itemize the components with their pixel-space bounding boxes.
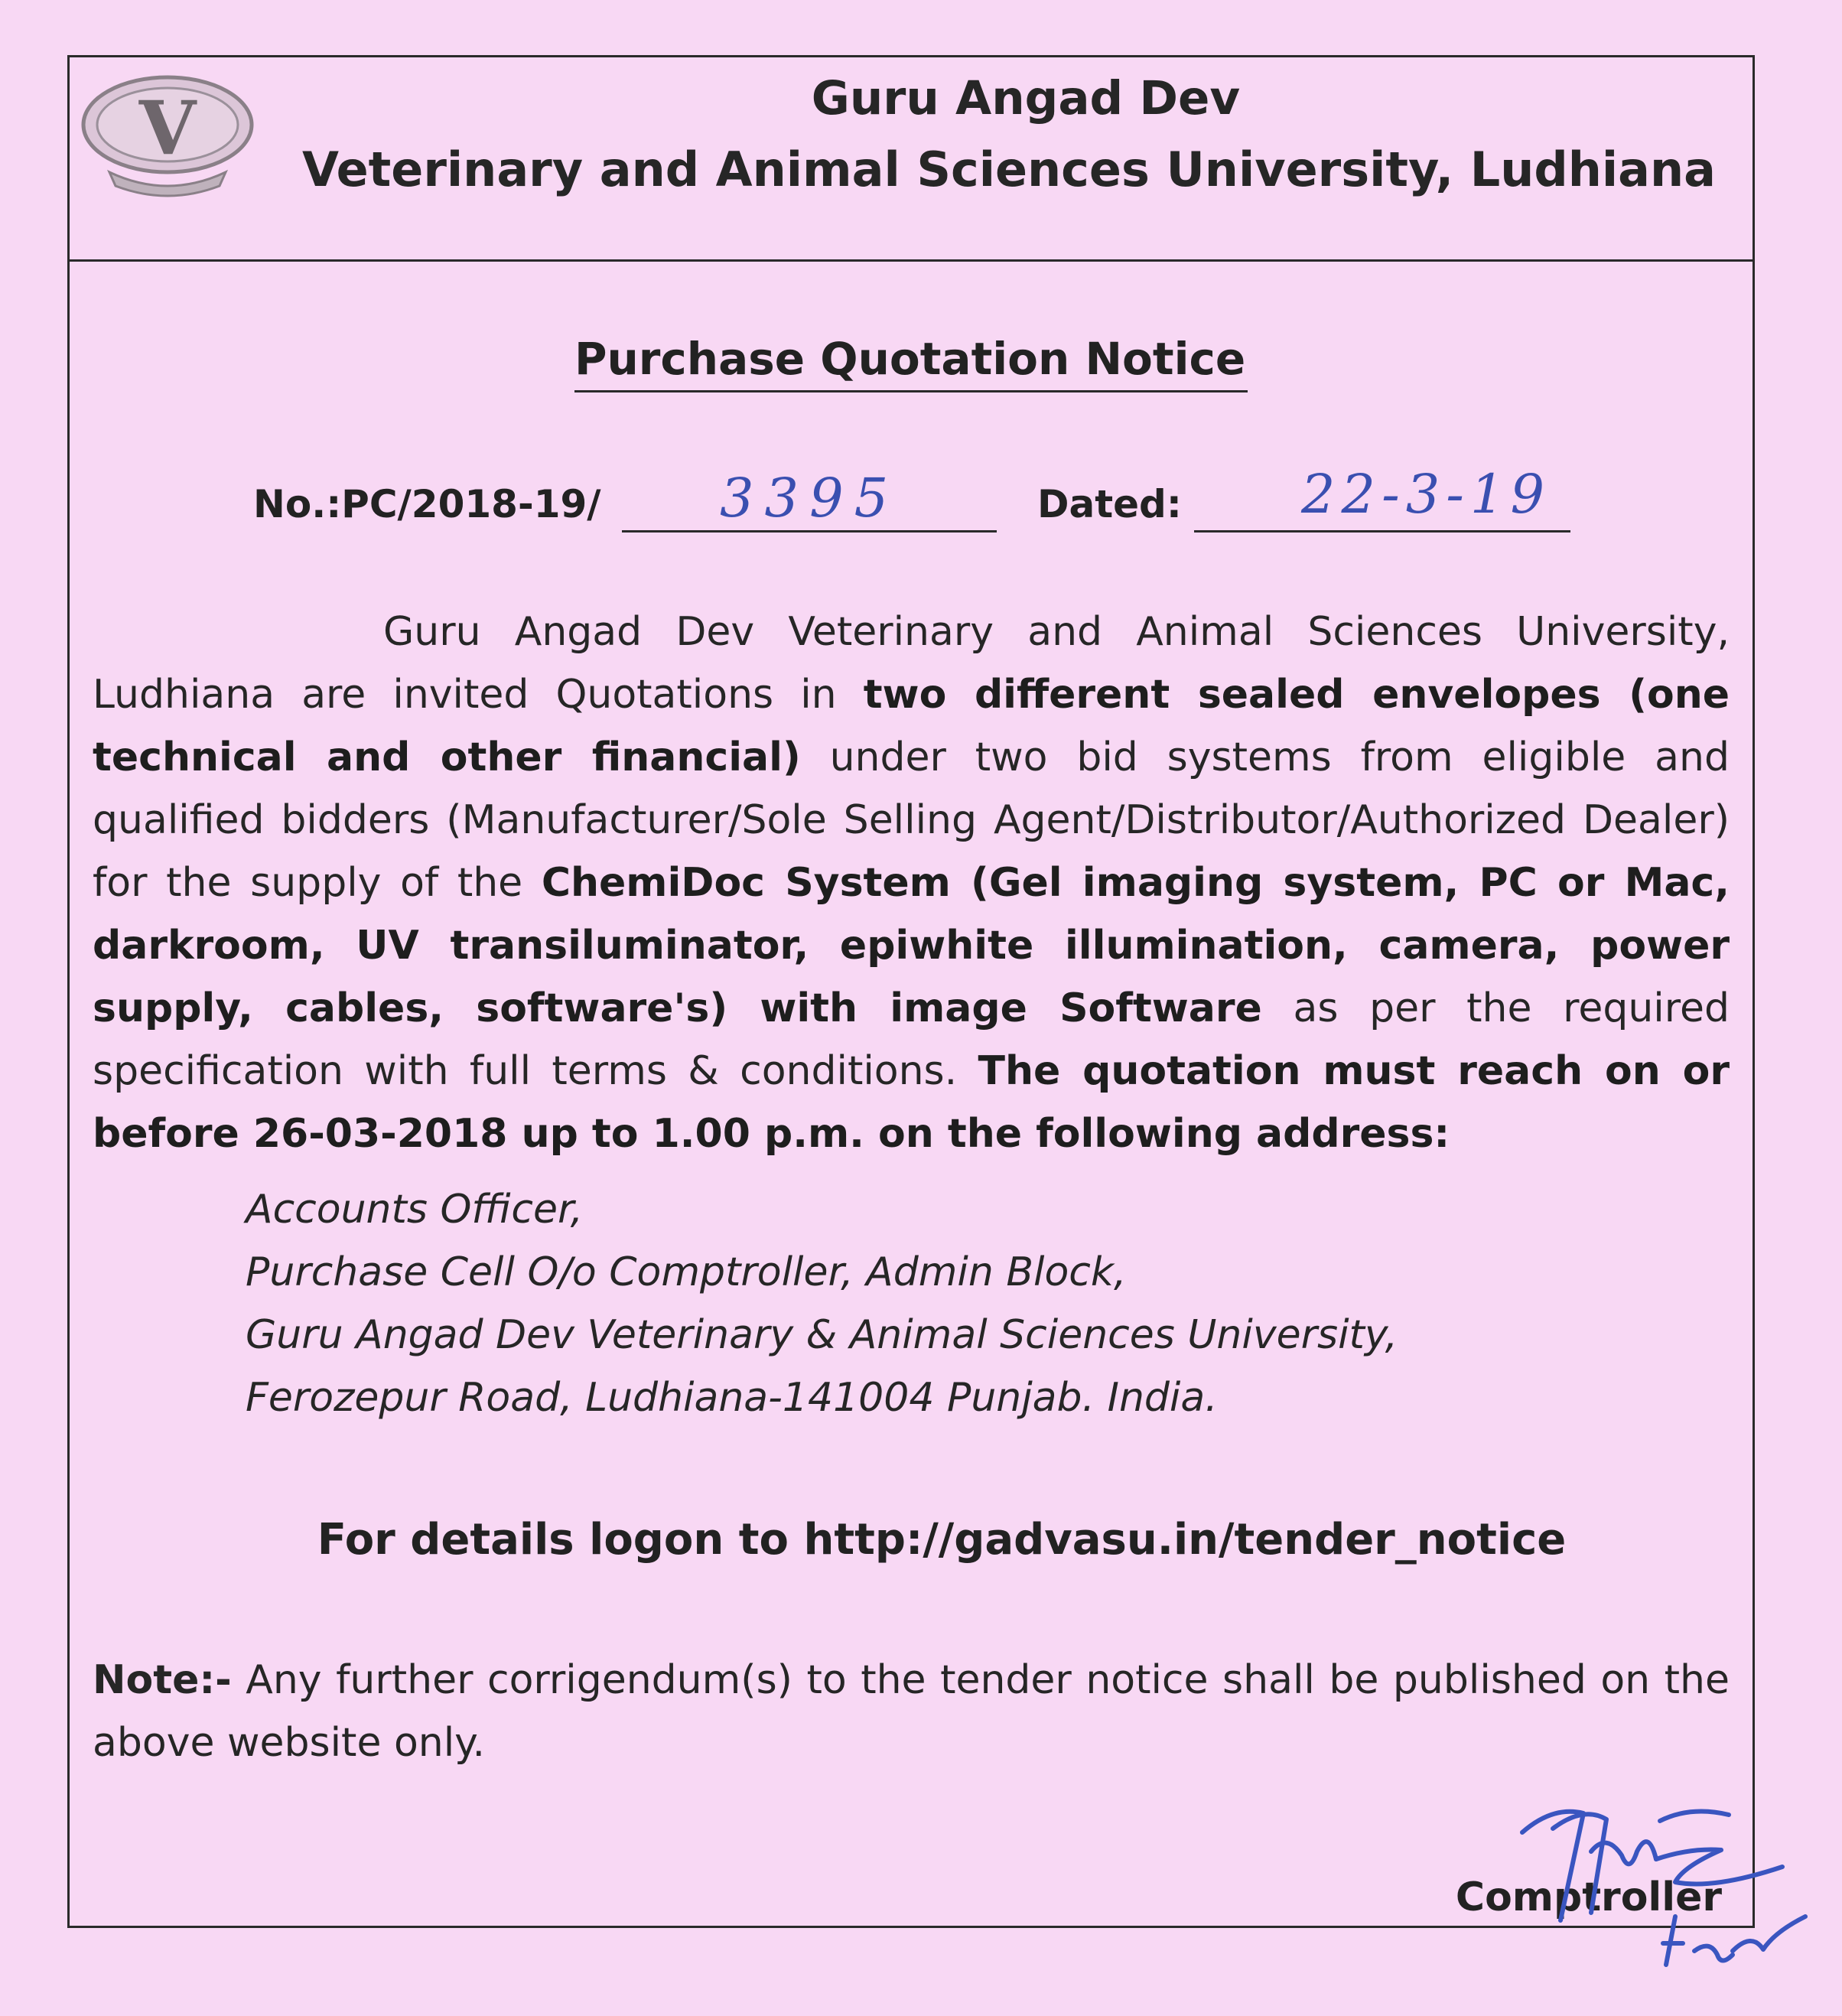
body-text-1: Guru Angad Dev Veterinary and Animal Sciences University, Ludhiana are invited Quotations in — [93, 609, 1730, 718]
body-bold-envelopes: two different sealed envelopes (one technical and other financial) — [93, 672, 1730, 780]
letterhead — [70, 57, 1753, 262]
body-text-2: under two bid systems from eligible and qualified bidders (Manufacturer/Sole Selling Agent/Distributor/Authorized Dealer) for the supply of the — [93, 734, 1730, 906]
address-line: Accounts Officer, — [246, 1187, 584, 1233]
address-block — [246, 1178, 1398, 1429]
note-text: Any further corrigendum(s) to the tender notice shall be published on the above website only. — [93, 1657, 1730, 1766]
date-label: Dated: — [1037, 482, 1182, 526]
date-line — [1194, 530, 1570, 532]
university-name-line2: Veterinary and Animal Sciences University, Ludhiana — [302, 142, 1716, 197]
note-label: Note:- — [93, 1657, 232, 1703]
details-link-line: For details logon to http://gadvasu.in/tender_notice — [317, 1515, 1567, 1565]
body-bold-deadline: The quotation must reach on or before 26-03-2018 up to 1.00 p.m. on the following address: — [93, 1048, 1730, 1157]
notice-frame — [67, 55, 1755, 1928]
reference-label: No.:PC/2018-19/ — [253, 482, 601, 526]
title-underline — [574, 390, 1248, 392]
signatory-title: Comptroller — [1455, 1874, 1722, 1920]
reference-number: 3395 — [720, 467, 900, 529]
body-bold-system: ChemiDoc System (Gel imaging system, PC or Mac, darkroom, UV transiluminator, epiwhite illumination, camera, power supply, cables, software's) with image Software — [93, 860, 1730, 1031]
reference-number-line — [622, 530, 997, 532]
date-row — [1037, 482, 1182, 526]
handwritten-signature — [1499, 1760, 1836, 2016]
logo-letter: V — [138, 85, 197, 171]
notice-title: Purchase Quotation Notice — [574, 333, 1246, 385]
date-value: 22-3-19 — [1301, 463, 1551, 526]
address-line: Guru Angad Dev Veterinary & Animal Sciences University, — [246, 1312, 1398, 1358]
body-text-3: as per the required specification with full terms & conditions. — [93, 985, 1730, 1094]
address-line: Purchase Cell O/o Comptroller, Admin Block, — [246, 1249, 1127, 1295]
address-line: Ferozepur Road, Ludhiana-141004 Punjab. India. — [246, 1375, 1218, 1421]
university-name-line1: Guru Angad Dev — [811, 71, 1241, 125]
note-paragraph — [93, 1649, 1730, 1774]
notice-body — [93, 601, 1730, 1165]
reference-row — [253, 482, 601, 526]
